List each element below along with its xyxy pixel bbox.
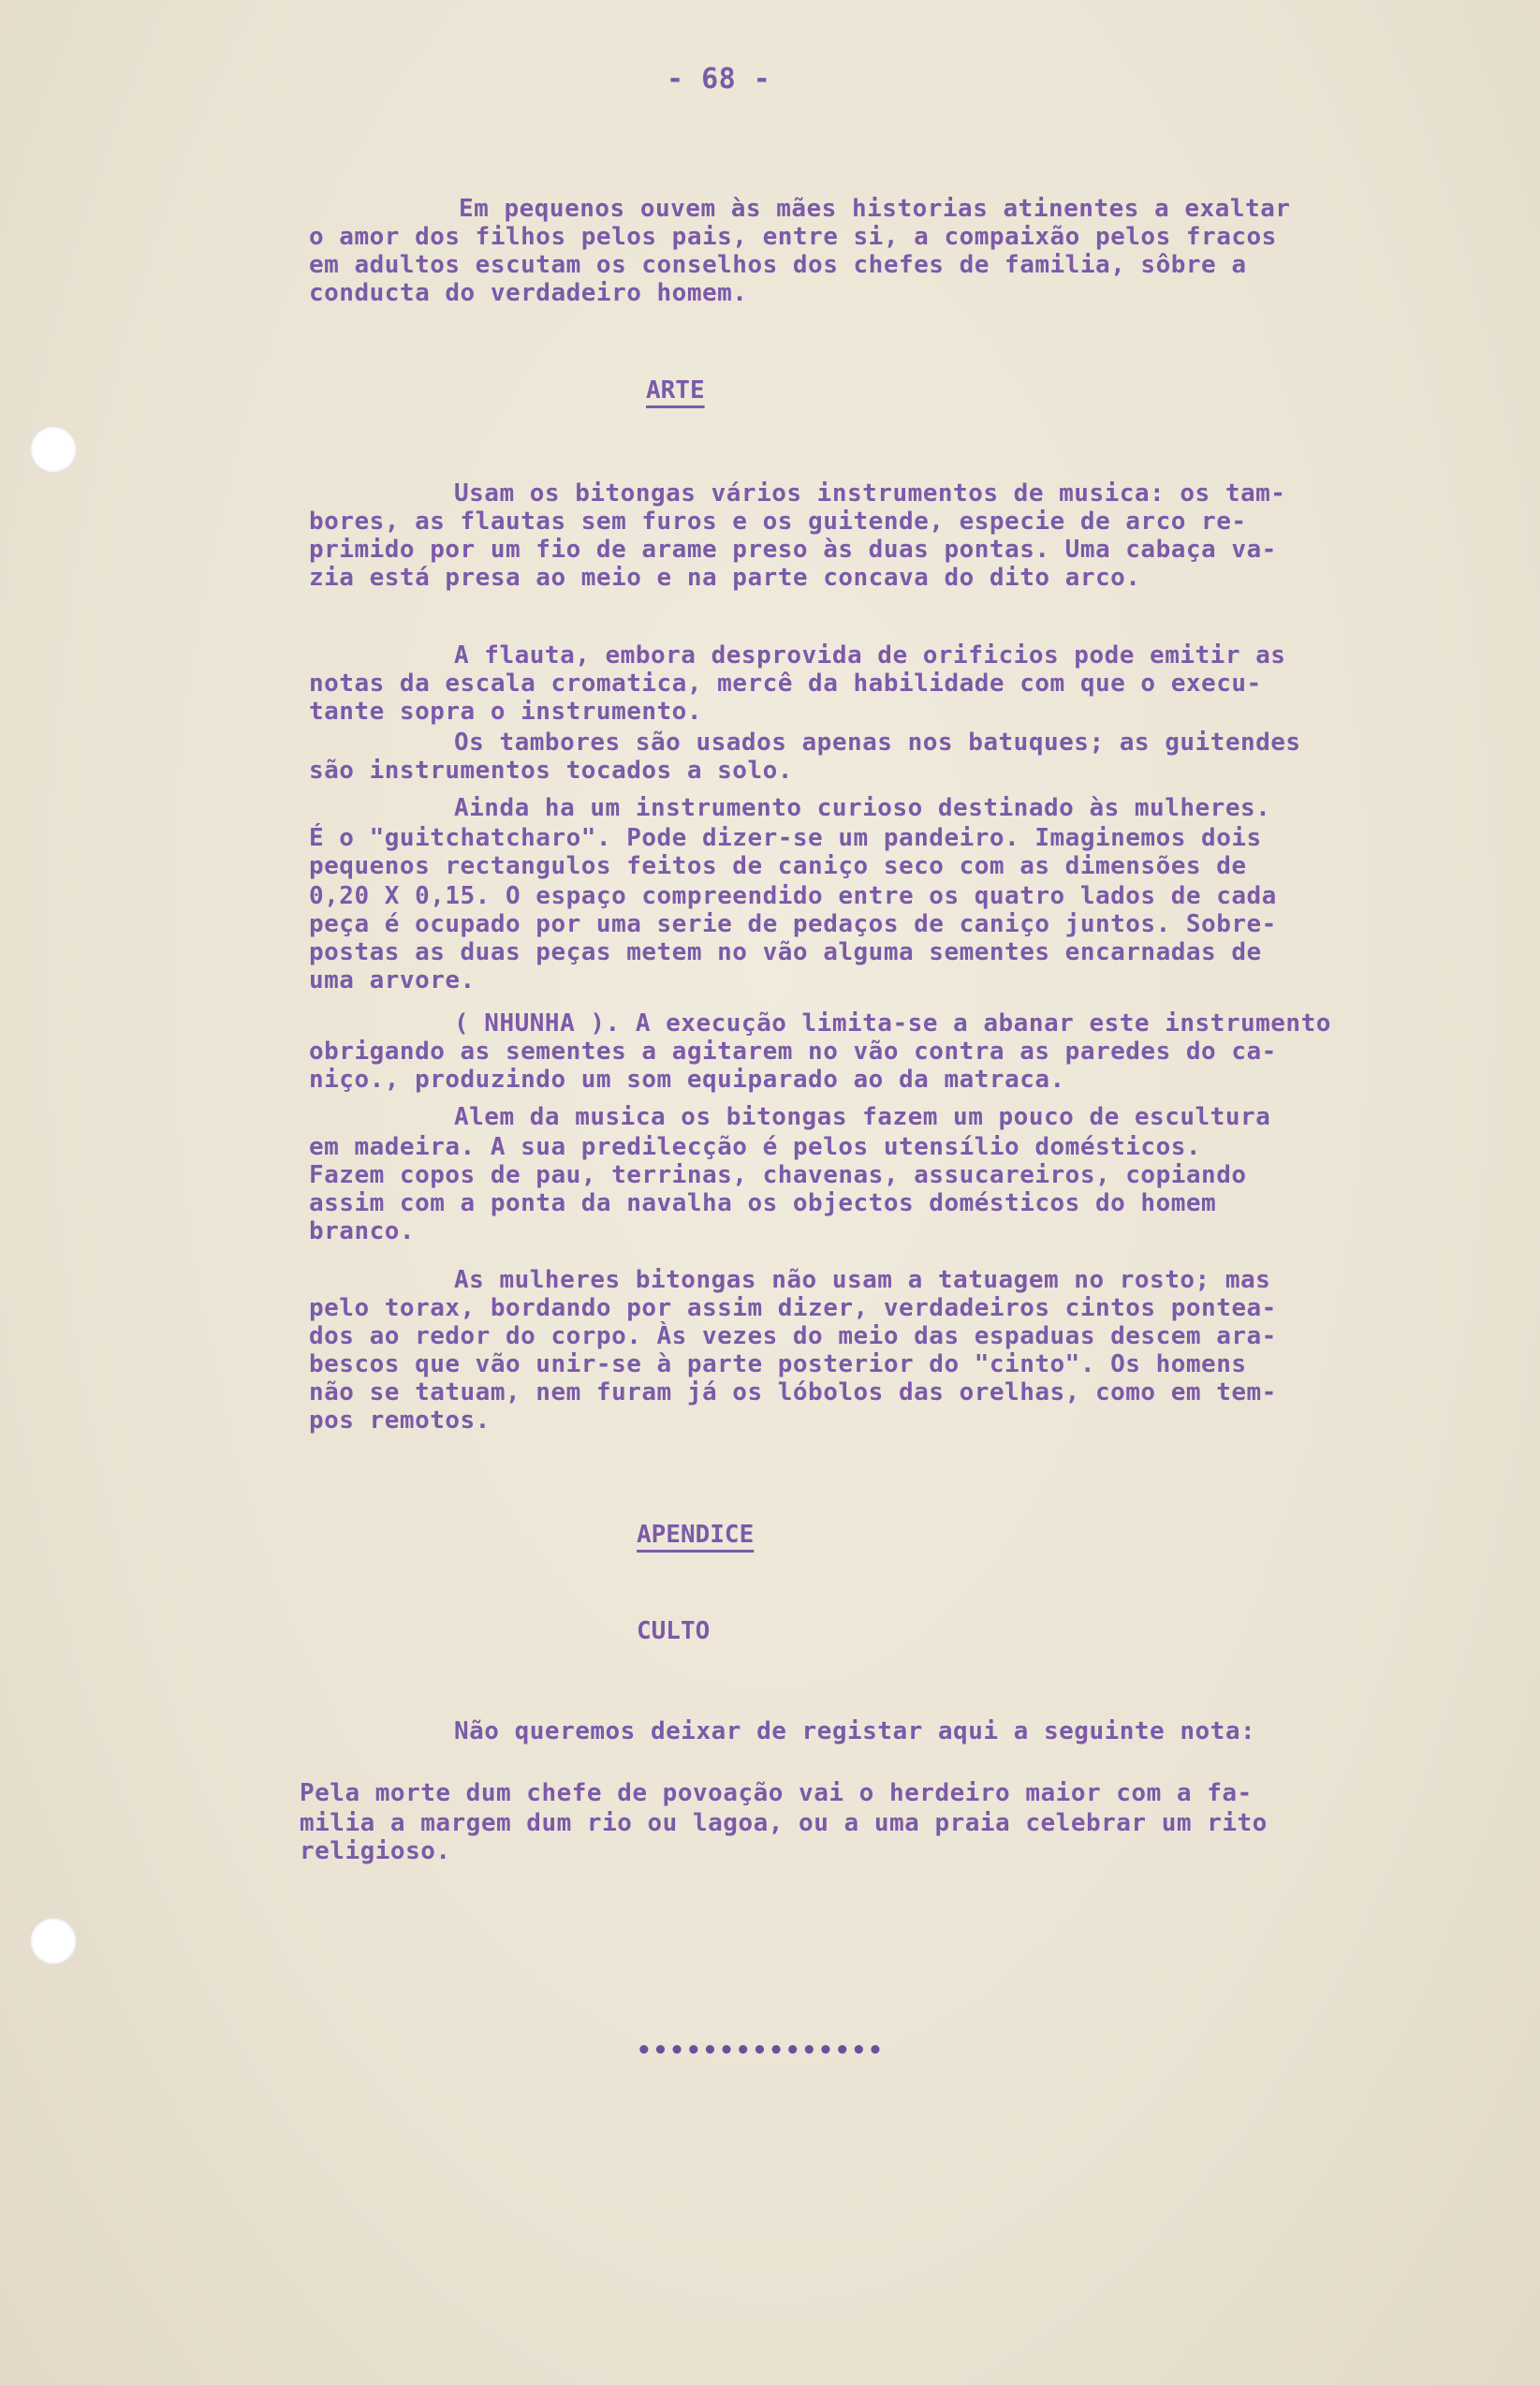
- text-line: postas as duas peças metem no vão alguma sementes encarnadas de: [309, 938, 1262, 966]
- text-line: não se tatuam, nem furam já os lóbolos das orelhas, como em tem-: [309, 1378, 1277, 1406]
- text-line: em madeira. A sua predilecção é pelos utensílio domésticos.: [309, 1133, 1202, 1161]
- text-line: niço., produzindo um som equiparado ao da matraca.: [309, 1066, 1065, 1094]
- text-line: o amor dos filhos pelos pais, entre si, a compaixão pelos fracos: [309, 223, 1277, 251]
- text-line: notas da escala cromatica, mercê da habilidade com que o execu-: [309, 670, 1262, 698]
- text-line: Pela morte dum chefe de povoação vai o herdeiro maior com a fa-: [300, 1779, 1253, 1807]
- text-line: tante sopra o instrumento.: [309, 698, 702, 726]
- text-line: bores, as flautas sem furos e os guitende, especie de arco re-: [309, 508, 1247, 536]
- text-line: É o "guitchatcharo". Pode dizer-se um pandeiro. Imaginemos dois: [309, 824, 1262, 852]
- text-line: zia está presa ao meio e na parte concava do dito arco.: [309, 564, 1141, 592]
- text-line: assim com a ponta da navalha os objectos domésticos do homem: [309, 1189, 1217, 1217]
- text-line: 0,20 X 0,15. O espaço compreendido entre os quatro lados de cada: [309, 882, 1277, 910]
- punch-hole: [30, 426, 77, 473]
- text-line: obrigando as sementes a agitarem no vão contra as paredes do ca-: [309, 1038, 1277, 1066]
- punch-hole: [30, 1918, 77, 1965]
- text-line: Usam os bitongas vários instrumentos de musica: os tam-: [454, 479, 1286, 508]
- text-line: primido por um fio de arame preso às duas pontas. Uma cabaça va-: [309, 536, 1277, 564]
- text-line: pequenos rectangulos feitos de caniço seco com as dimensões de: [309, 852, 1247, 880]
- text-line: A flauta, embora desprovida de orificios pode emitir as: [454, 641, 1286, 670]
- text-line: milia a margem dum rio ou lagoa, ou a uma praia celebrar um rito: [300, 1809, 1268, 1837]
- text-line: Em pequenos ouvem às mães historias atinentes a exaltar: [459, 195, 1291, 223]
- end-dots: •••••••••••••••: [637, 2037, 885, 2065]
- text-line: religioso.: [300, 1837, 451, 1865]
- text-line: ( NHUNHA ). A execução limita-se a abanar este instrumento: [454, 1009, 1331, 1038]
- section-heading-apendice: APENDICE: [637, 1521, 755, 1549]
- text-line: pelo torax, bordando por assim dizer, verdadeiros cintos pontea-: [309, 1294, 1277, 1322]
- text-line: Alem da musica os bitongas fazem um pouco de escultura: [454, 1103, 1271, 1131]
- text-line: peça é ocupado por uma serie de pedaços de caniço juntos. Sobre-: [309, 910, 1277, 938]
- section-heading-culto: CULTO: [637, 1617, 711, 1645]
- text-line: Fazem copos de pau, terrinas, chavenas, assucareiros, copiando: [309, 1161, 1247, 1189]
- text-line: As mulheres bitongas não usam a tatuagem no rosto; mas: [454, 1266, 1271, 1294]
- text-line: uma arvore.: [309, 966, 476, 994]
- text-line: dos ao redor do corpo. Às vezes do meio das espaduas descem ara-: [309, 1322, 1277, 1350]
- text-line: bescos que vão unir-se à parte posterior do "cinto". Os homens: [309, 1350, 1247, 1378]
- text-line: pos remotos.: [309, 1406, 491, 1435]
- text-line: Ainda ha um instrumento curioso destinado às mulheres.: [454, 794, 1271, 822]
- text-line: em adultos escutam os conselhos dos chefes de familia, sôbre a: [309, 251, 1247, 279]
- text-line: são instrumentos tocados a solo.: [309, 757, 793, 785]
- text-line: branco.: [309, 1217, 416, 1245]
- text-line: conducta do verdadeiro homem.: [309, 279, 748, 307]
- section-heading-arte: ARTE: [646, 376, 705, 405]
- page-number: - 68 -: [667, 63, 771, 96]
- text-line: Os tambores são usados apenas nos batuques; as guitendes: [454, 729, 1301, 757]
- text-line: Não queremos deixar de registar aqui a seguinte nota:: [454, 1717, 1256, 1745]
